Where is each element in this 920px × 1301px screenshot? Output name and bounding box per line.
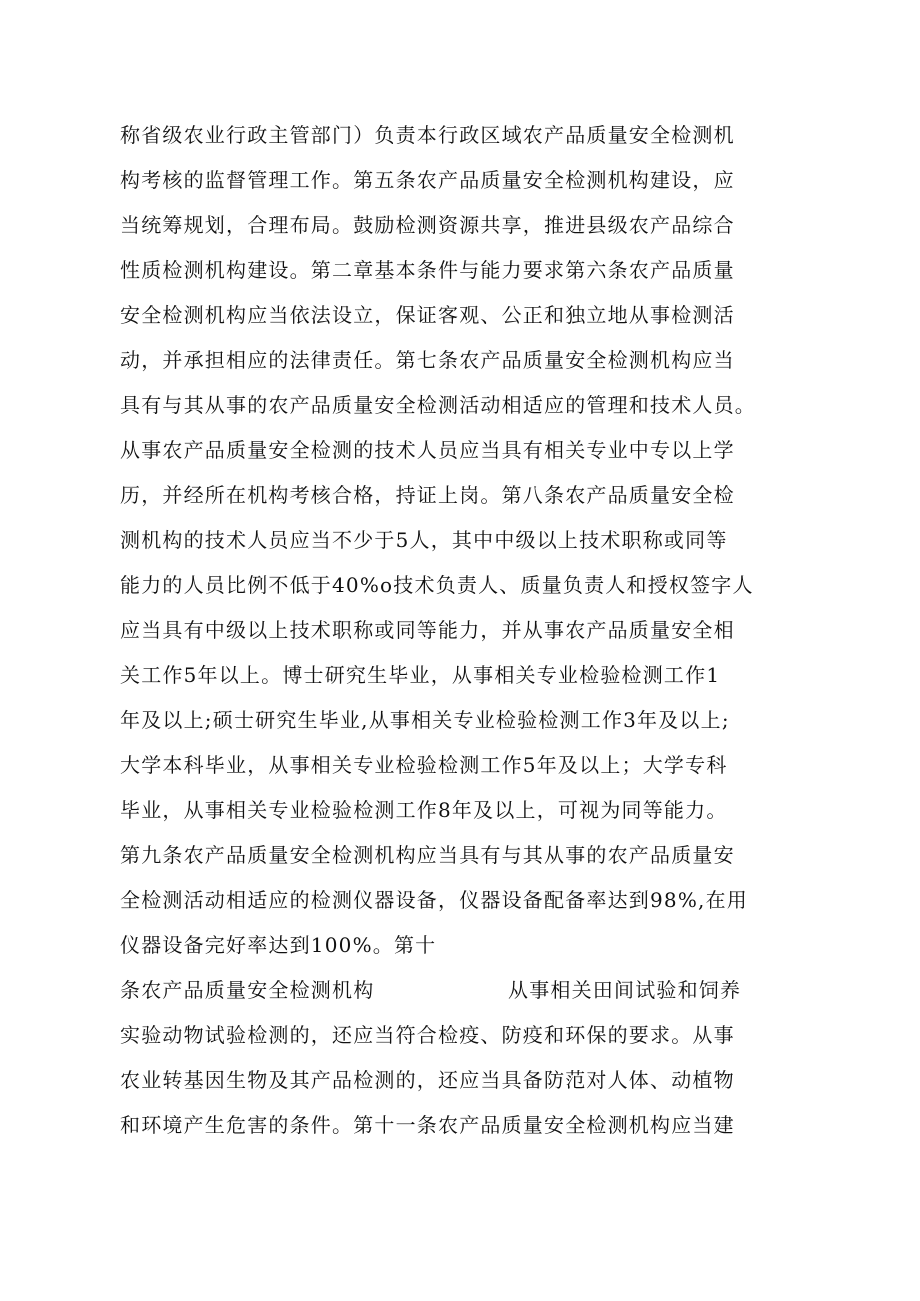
text-line-6: 动，并承担相应的法律责任。第七条农产品质量安全检测机构应当 xyxy=(120,348,735,372)
text-line-16: 毕业，从事相关专业检验检测工作8年及以上，可视为同等能力。 xyxy=(120,798,728,822)
text-line-2: 构考核的监督管理工作。第五条农产品质量安全检测机构建设，应 xyxy=(120,168,735,192)
text-line-10: 测机构的技术人员应当不少于5人，其中中级以上技术职称或同等 xyxy=(120,528,728,552)
text-line-3: 当统筹规划，合理布局。鼓励检测资源共享，推进县级农产品综合 xyxy=(120,213,735,237)
text-line-22: 农业转基因生物及其产品检测的，还应当具备防范对人体、动植物 xyxy=(120,1068,735,1092)
text-line-15: 大学本科毕业，从事相关专业检验检测工作5年及以上；大学专科 xyxy=(120,753,728,777)
text-line-14: 年及以上;硕士研究生毕业,从事相关专业检验检测工作3年及以上; xyxy=(120,708,730,732)
text-line-7: 具有与其从事的农产品质量安全检测活动相适应的管理和技术人员。 xyxy=(120,393,756,417)
text-line-23: 和环境产生危害的条件。第十一条农产品质量安全检测机构应当建 xyxy=(120,1113,735,1137)
text-line-1: 称省级农业行政主管部门）负责本行政区域农产品质量安全检测机 xyxy=(120,123,735,147)
text-line-9: 历，并经所在机构考核合格，持证上岗。第八条农产品质量安全检 xyxy=(120,483,735,507)
text-line-21: 实验动物试验检测的，还应当符合检疫、防疫和环保的要求。从事 xyxy=(120,1023,735,1047)
text-segment-left: 条农产品质量安全检测机构 xyxy=(120,978,375,1002)
text-line-8: 从事农产品质量安全检测的技术人员应当具有相关专业中专以上学 xyxy=(120,438,735,462)
text-line-20 xyxy=(120,968,820,1013)
text-line-13: 关工作5年以上。博士研究生毕业，从事相关专业检验检测工作1 xyxy=(120,663,721,687)
text-line-5: 安全检测机构应当依法设立，保证客观、公正和独立地从事检测活 xyxy=(120,303,735,327)
body-text xyxy=(120,113,820,1148)
text-line-12: 应当具有中级以上技术职称或同等能力，并从事农产品质量安全相 xyxy=(120,618,735,642)
text-line-17: 第九条农产品质量安全检测机构应当具有与其从事的农产品质量安 xyxy=(120,843,735,867)
text-line-4: 性质检测机构建设。第二章基本条件与能力要求第六条农产品质量 xyxy=(120,258,735,282)
text-line-19: 仪器设备完好率达到100%。第十 xyxy=(120,933,437,957)
text-line-18: 全检测活动相适应的检测仪器设备，仪器设备配备率达到98%,在用 xyxy=(120,888,749,912)
text-segment-right: 从事相关田间试验和饲养 xyxy=(508,978,742,1002)
text-line-11: 能力的人员比例不低于40%o技术负责人、质量负责人和授权签字人 xyxy=(120,573,754,597)
